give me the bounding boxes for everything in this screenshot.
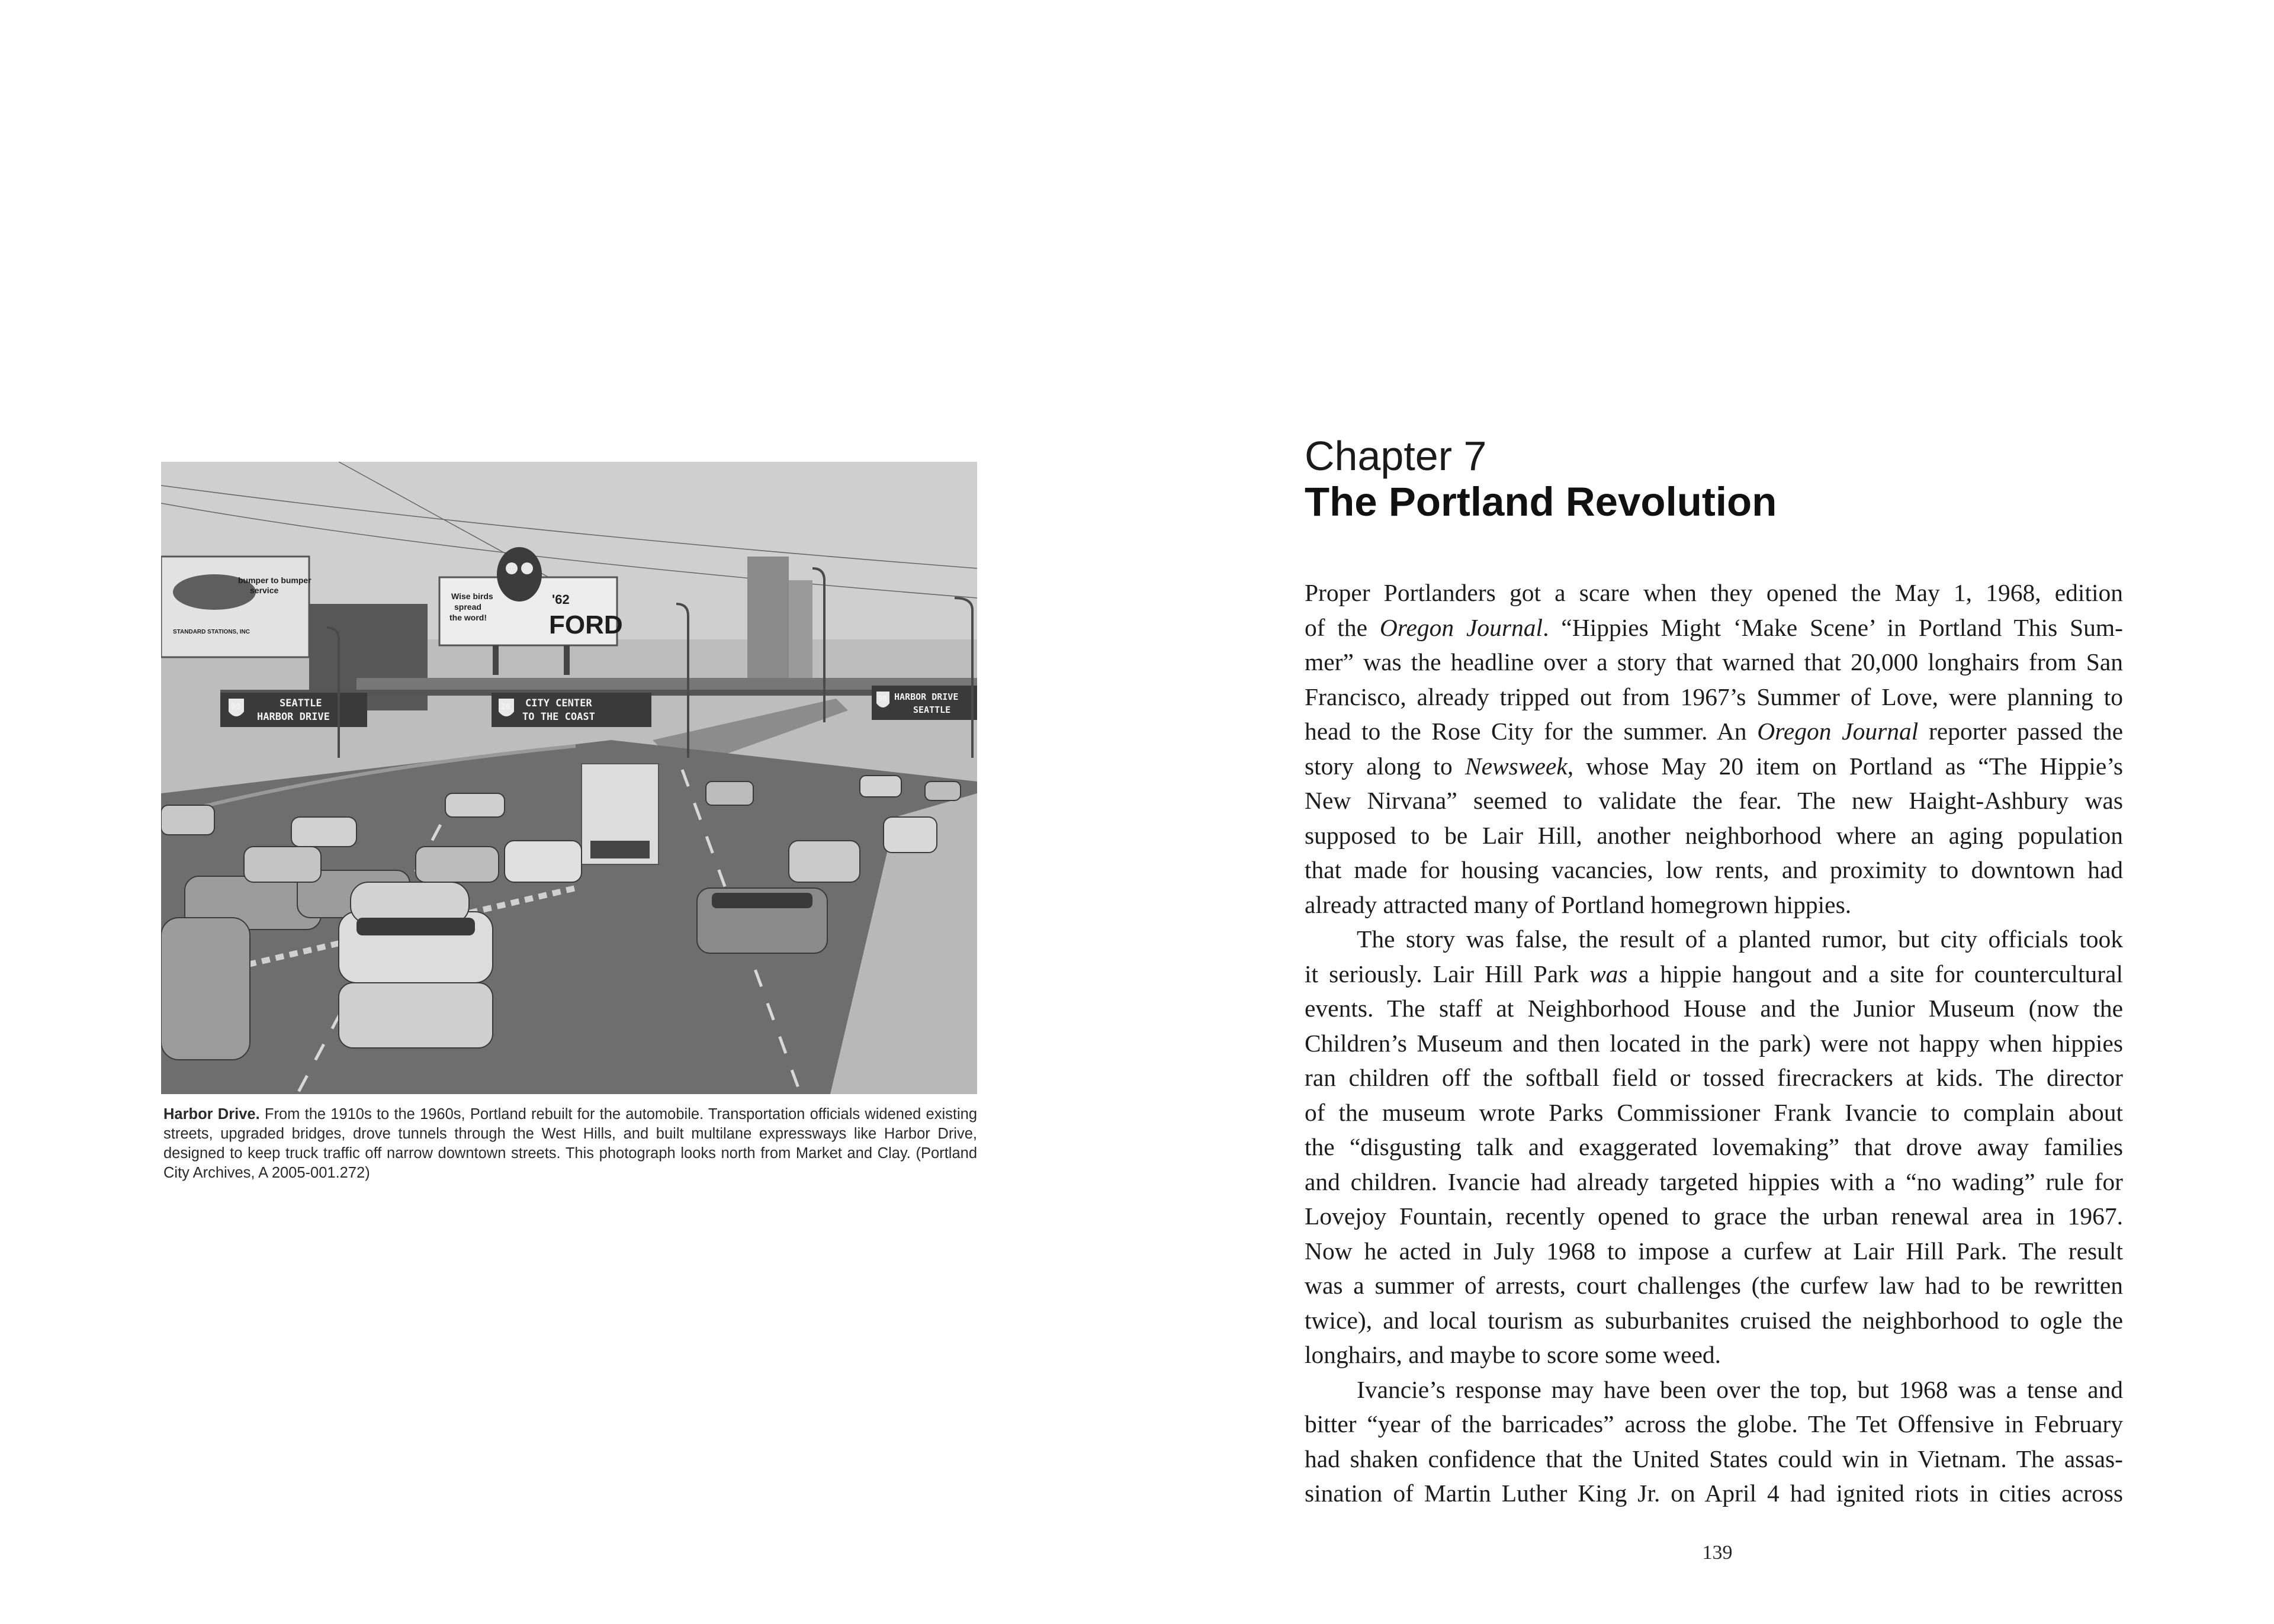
body-line: the “disgusting talk and exaggerated lovemaking” that drove away families xyxy=(1305,1133,2123,1160)
ford-billboard-brand: FORD xyxy=(549,610,623,639)
ford-billboard-line2: spread xyxy=(454,602,481,612)
sign-harbor-line1: HARBOR DRIVE xyxy=(894,692,959,702)
body-line: Ivancie’s response may have been over the top, but 1968 was a tense and xyxy=(1357,1375,2123,1403)
chapter-title: The Portland Revolution xyxy=(1305,479,1777,525)
caption-text: From the 1910s to the 1960s, Portland rebuilt for the automobile. Transportation officials widened existing streets, upgraded bridges, drove tunnels through the West Hills, and built multilane expressways like Harbor Drive, designed to keep truck traffic off narrow downtown streets. This photograph looks north from Market and Clay. (Portland City Archives, A 2005-001.272) xyxy=(163,1106,977,1181)
chapter-body-text xyxy=(1305,575,2123,1511)
figure-caption xyxy=(163,1105,977,1183)
body-line: Children’s Museum and then located in the park) were not happy when hippies xyxy=(1305,1029,2123,1057)
body-line: Proper Portlanders got a scare when they opened the May 1, 1968, edition xyxy=(1305,579,2123,606)
body-line: it seriously. Lair Hill Park was a hippie hangout and a site for countercultural xyxy=(1305,960,2123,988)
highway-sign-seattle xyxy=(220,693,367,727)
chapter-number: Chapter 7 xyxy=(1305,433,1487,479)
sign-seattle-shield: 99 xyxy=(231,703,240,712)
body-line: Lovejoy Fountain, recently opened to grace the urban renewal area in 1967. xyxy=(1305,1202,2123,1230)
body-line: events. The staff at Neighborhood House and the Junior Museum (now the xyxy=(1305,995,2123,1022)
page-number: 139 xyxy=(1702,1542,1733,1564)
body-line: bitter “year of the barricades” across the globe. The Tet Offensive in February xyxy=(1305,1410,2123,1438)
ford-billboard-year: '62 xyxy=(552,592,570,607)
body-line: that made for housing vacancies, low rents, and proximity to downtown had xyxy=(1305,856,2123,883)
sign-city-shield: 26 xyxy=(501,703,510,712)
body-line: head to the Rose City for the summer. An Oregon Journal reporter passed the xyxy=(1305,718,2123,745)
sign-seattle-line2: HARBOR DRIVE xyxy=(257,711,330,723)
body-line: Now he acted in July 1968 to impose a curfew at Lair Hill Park. The result xyxy=(1305,1237,2123,1265)
sign-city-line1: CITY CENTER xyxy=(525,697,592,709)
body-line: longhairs, and maybe to score some weed. xyxy=(1305,1341,1721,1368)
body-line: and children. Ivancie had already targeted hippies with a “no wading” rule for xyxy=(1305,1168,2123,1195)
body-line: mer” was the headline over a story that warned that 20,000 longhairs from San xyxy=(1305,648,2123,676)
highway-sign-city-center xyxy=(492,693,651,727)
chevron-billboard-line2: service xyxy=(250,586,279,595)
chevron-billboard-line1: bumper to bumper xyxy=(238,575,311,585)
body-line: story along to Newsweek, whose May 20 item on Portland as “The Hippie’s xyxy=(1305,752,2123,780)
body-line: of the museum wrote Parks Commissioner Frank Ivancie to complain about xyxy=(1305,1098,2123,1126)
sign-harbor-shield: 99 xyxy=(878,694,887,703)
chevron-billboard xyxy=(161,557,311,657)
body-line: New Nirvana” seemed to validate the fear. The new Haight-Ashbury was xyxy=(1305,787,2123,814)
chevron-billboard-small: STANDARD STATIONS, INC xyxy=(173,629,250,635)
body-line: was a summer of arrests, court challenges (the curfew law had to be rewritten xyxy=(1305,1272,2123,1299)
body-line: sination of Martin Luther King Jr. on April 4 had ignited riots in cities across xyxy=(1305,1480,2123,1507)
body-line: The story was false, the result of a planted rumor, but city officials took xyxy=(1357,925,2123,953)
sign-seattle-line1: SEATTLE xyxy=(280,697,322,709)
body-line: supposed to be Lair Hill, another neighborhood where an aging population xyxy=(1305,821,2123,849)
body-line: Francisco, already tripped out from 1967’s Summer of Love, were planning to xyxy=(1305,683,2123,710)
body-line: had shaken confidence that the United States could win in Vietnam. The assas- xyxy=(1305,1445,2123,1472)
ford-billboard-line1: Wise birds xyxy=(451,591,493,601)
body-line: of the Oregon Journal. “Hippies Might ‘Make Scene’ in Portland This Sum- xyxy=(1305,613,2123,641)
body-line: twice), and local tourism as suburbanites cruised the neighborhood to ogle the xyxy=(1305,1306,2123,1334)
harbor-drive-photograph xyxy=(161,462,977,1094)
body-line: already attracted many of Portland homegrown hippies. xyxy=(1305,890,1852,918)
ford-billboard-line3: the word! xyxy=(449,613,487,622)
highway-sign-harbor-drive xyxy=(872,686,977,720)
sign-harbor-line2: SEATTLE xyxy=(913,705,951,715)
body-line: ran children off the softball field or tossed firecrackers at kids. The director xyxy=(1305,1064,2123,1091)
sign-city-line2: TO THE COAST xyxy=(522,711,595,723)
caption-title: Harbor Drive. xyxy=(163,1106,260,1123)
